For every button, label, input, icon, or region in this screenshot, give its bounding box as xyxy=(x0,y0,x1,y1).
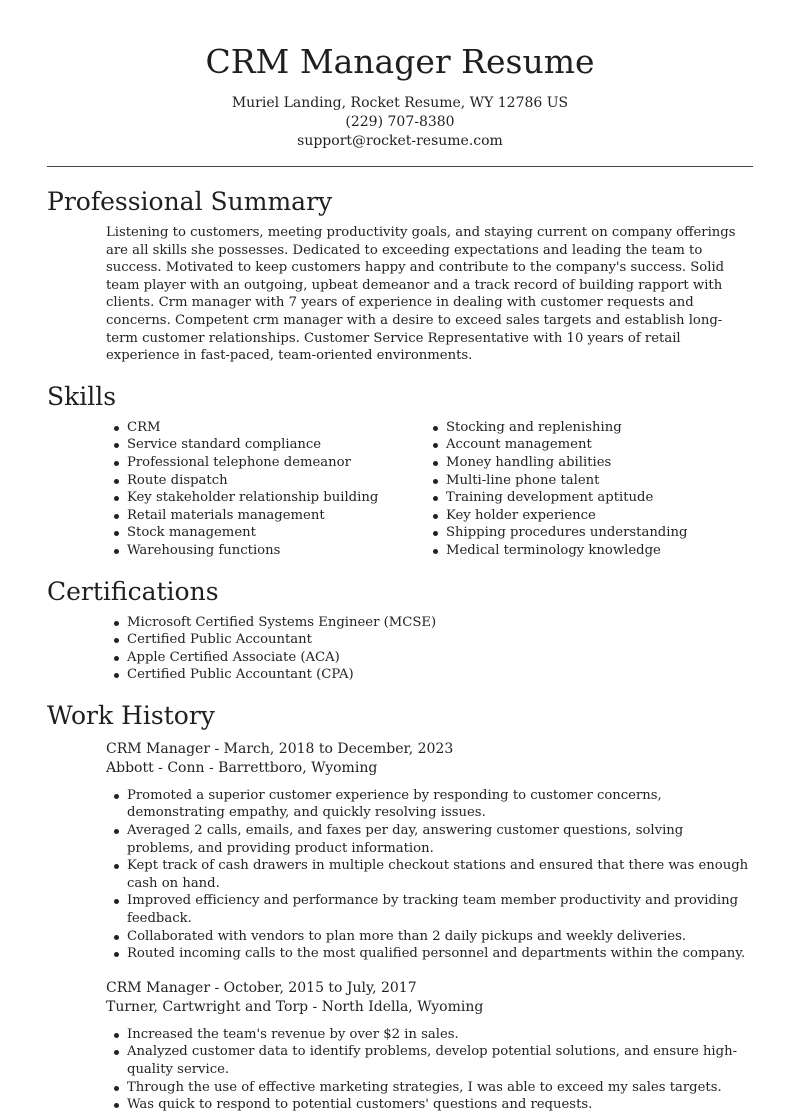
list-item: Account management xyxy=(446,436,765,454)
list-item: Warehousing functions xyxy=(127,542,446,560)
list-item: Kept track of cash drawers in multiple checkout stations and ensured that there was enough cash on hand. xyxy=(127,857,753,892)
list-item: Medical terminology knowledge xyxy=(446,542,765,560)
job-dates: March, 2018 to December, 2023 xyxy=(223,740,454,757)
section-heading: Skills xyxy=(47,381,117,411)
list-item: Apple Certified Associate (ACA) xyxy=(127,649,753,667)
skills-right-list xyxy=(446,419,765,560)
certifications-list xyxy=(127,614,753,684)
list-item: Certified Public Accountant xyxy=(127,631,753,649)
job-company-line: Turner, Cartwright and Torp - North Idella, Wyoming xyxy=(106,998,484,1015)
job-bullets xyxy=(127,1026,753,1114)
list-item: Averaged 2 calls, emails, and faxes per day, answering customer questions, solving problems, and providing product information. xyxy=(127,822,753,857)
phone: (229) 707-8380 xyxy=(345,114,455,130)
professional-summary-section xyxy=(0,186,800,365)
job-title-line: CRM Manager - October, 2015 to July, 2017 xyxy=(106,979,417,996)
job-company: Abbott - Conn xyxy=(106,759,205,776)
list-item: Promoted a superior customer experience by responding to customer concerns, demonstrating empathy, and quickly resolving issues. xyxy=(127,787,753,822)
list-item: Money handling abilities xyxy=(446,454,765,472)
section-heading: Certifications xyxy=(47,576,219,606)
job-location: North Idella, Wyoming xyxy=(321,998,484,1015)
job-title-line: CRM Manager - March, 2018 to December, 2023 xyxy=(106,740,454,757)
list-item: Microsoft Certified Systems Engineer (MCSE) xyxy=(127,614,753,632)
skills-columns xyxy=(127,419,800,560)
skills-section xyxy=(0,381,800,560)
list-item: Analyzed customer data to identify problems, develop potential solutions, and ensure high-quality service. xyxy=(127,1043,753,1078)
certifications-section xyxy=(0,576,800,684)
list-item: Service standard compliance xyxy=(127,436,446,454)
header-divider xyxy=(47,166,753,167)
summary-text: Listening to customers, meeting productivity goals, and staying current on company offerings are all skills she possesses. Dedicated to exceeding expectations and leading the team to success. Motivated to keep customers happy and contribute to the company's success. Solid team player with an outgoing, upbeat demeanor and a track record of building rapport with clients. Crm manager with 7 years of experience in dealing with customer requests and concerns. Competent crm manager with a desire to exceed sales targets and establish long-term customer relationships. Customer Service Representative with 10 years of retail experience in fast-paced, team-oriented environments. xyxy=(106,225,736,364)
list-item: Collaborated with vendors to plan more than 2 daily pickups and weekly deliveries. xyxy=(127,928,753,946)
job-dates: October, 2015 to July, 2017 xyxy=(223,979,417,996)
list-item: Was quick to respond to potential customers' questions and requests. xyxy=(127,1096,753,1114)
section-heading: Work History xyxy=(47,700,215,730)
section-heading: Professional Summary xyxy=(47,187,333,216)
list-item: Certified Public Accountant (CPA) xyxy=(127,666,753,684)
skills-left-list xyxy=(127,419,446,560)
list-item: Key stakeholder relationship building xyxy=(127,489,446,507)
list-item: Key holder experience xyxy=(446,507,765,525)
email: support@rocket-resume.com xyxy=(297,133,503,149)
job-title: CRM Manager xyxy=(106,740,211,757)
list-item: Stock management xyxy=(127,524,446,542)
list-item: Training development aptitude xyxy=(446,489,765,507)
list-item: Multi-line phone talent xyxy=(446,472,765,490)
work-history-section xyxy=(0,700,800,1114)
list-item: CRM xyxy=(127,419,446,437)
list-item: Professional telephone demeanor xyxy=(127,454,446,472)
job-title: CRM Manager xyxy=(106,979,211,996)
job-bullets xyxy=(127,787,753,963)
job-location: Barrettboro, Wyoming xyxy=(218,759,378,776)
job-company: Turner, Cartwright and Torp xyxy=(106,998,309,1015)
list-item: Retail materials management xyxy=(127,507,446,525)
list-item: Stocking and replenishing xyxy=(446,419,765,437)
list-item: Shipping procedures understanding xyxy=(446,524,765,542)
list-item: Improved efficiency and performance by tracking team member productivity and providing feedback. xyxy=(127,892,753,927)
resume-title: CRM Manager Resume xyxy=(205,42,595,81)
contact-block xyxy=(0,94,800,151)
list-item: Route dispatch xyxy=(127,472,446,490)
list-item: Through the use of effective marketing strategies, I was able to exceed my sales targets. xyxy=(127,1079,753,1097)
address: Muriel Landing, Rocket Resume, WY 12786 US xyxy=(231,95,569,111)
job-company-line: Abbott - Conn - Barrettboro, Wyoming xyxy=(106,759,378,776)
list-item: Increased the team's revenue by over $2 in sales. xyxy=(127,1026,753,1044)
list-item: Routed incoming calls to the most qualified personnel and departments within the company. xyxy=(127,945,753,963)
job-entry xyxy=(0,979,800,1114)
job-entry xyxy=(0,740,800,963)
